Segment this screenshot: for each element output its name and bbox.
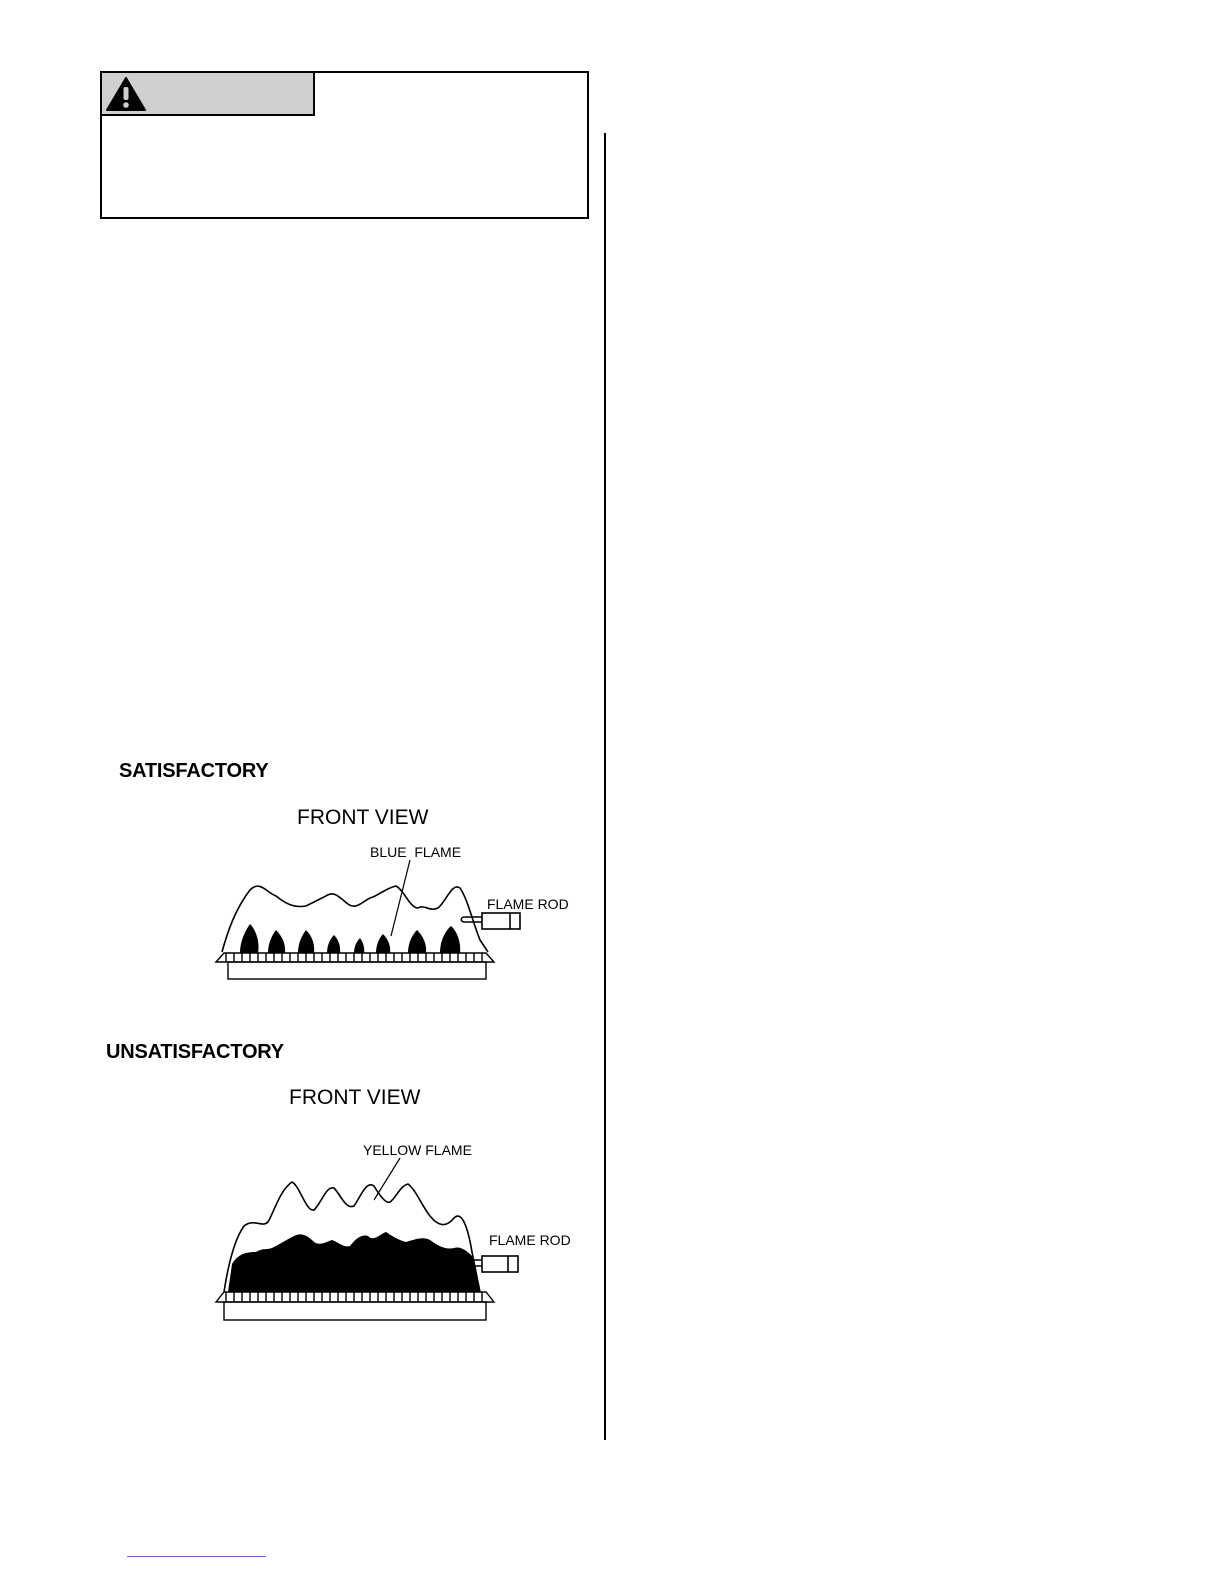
warning-box: [100, 71, 589, 219]
satisfactory-heading: SATISFACTORY: [119, 760, 269, 782]
column-divider: [604, 133, 606, 1440]
unsatisfactory-view-label: FRONT VIEW: [289, 1086, 421, 1109]
unsatisfactory-burner-diagram: [210, 1156, 530, 1326]
satisfactory-burner-diagram: [210, 860, 530, 985]
yellow-flame-label: YELLOW FLAME: [363, 1142, 472, 1158]
warning-triangle-icon: [105, 76, 147, 112]
yellow-flame-body: [228, 1232, 480, 1292]
yellow-flame-leader: [374, 1158, 400, 1200]
unsatisfactory-flame-rod-label: FLAME ROD: [489, 1232, 571, 1248]
warning-header: [102, 73, 315, 116]
flame-rod: [461, 913, 520, 929]
blue-flame-cones: [240, 924, 460, 953]
blue-flame-label: BLUE FLAME: [370, 844, 462, 860]
satisfactory-view-label: FRONT VIEW: [297, 806, 429, 829]
burner-ports: [216, 953, 494, 979]
burner-ports: [216, 1292, 494, 1320]
footer-link-underline: [127, 1556, 266, 1557]
unsatisfactory-heading: UNSATISFACTORY: [106, 1041, 284, 1063]
satisfactory-flame-rod-label: FLAME ROD: [487, 896, 569, 912]
